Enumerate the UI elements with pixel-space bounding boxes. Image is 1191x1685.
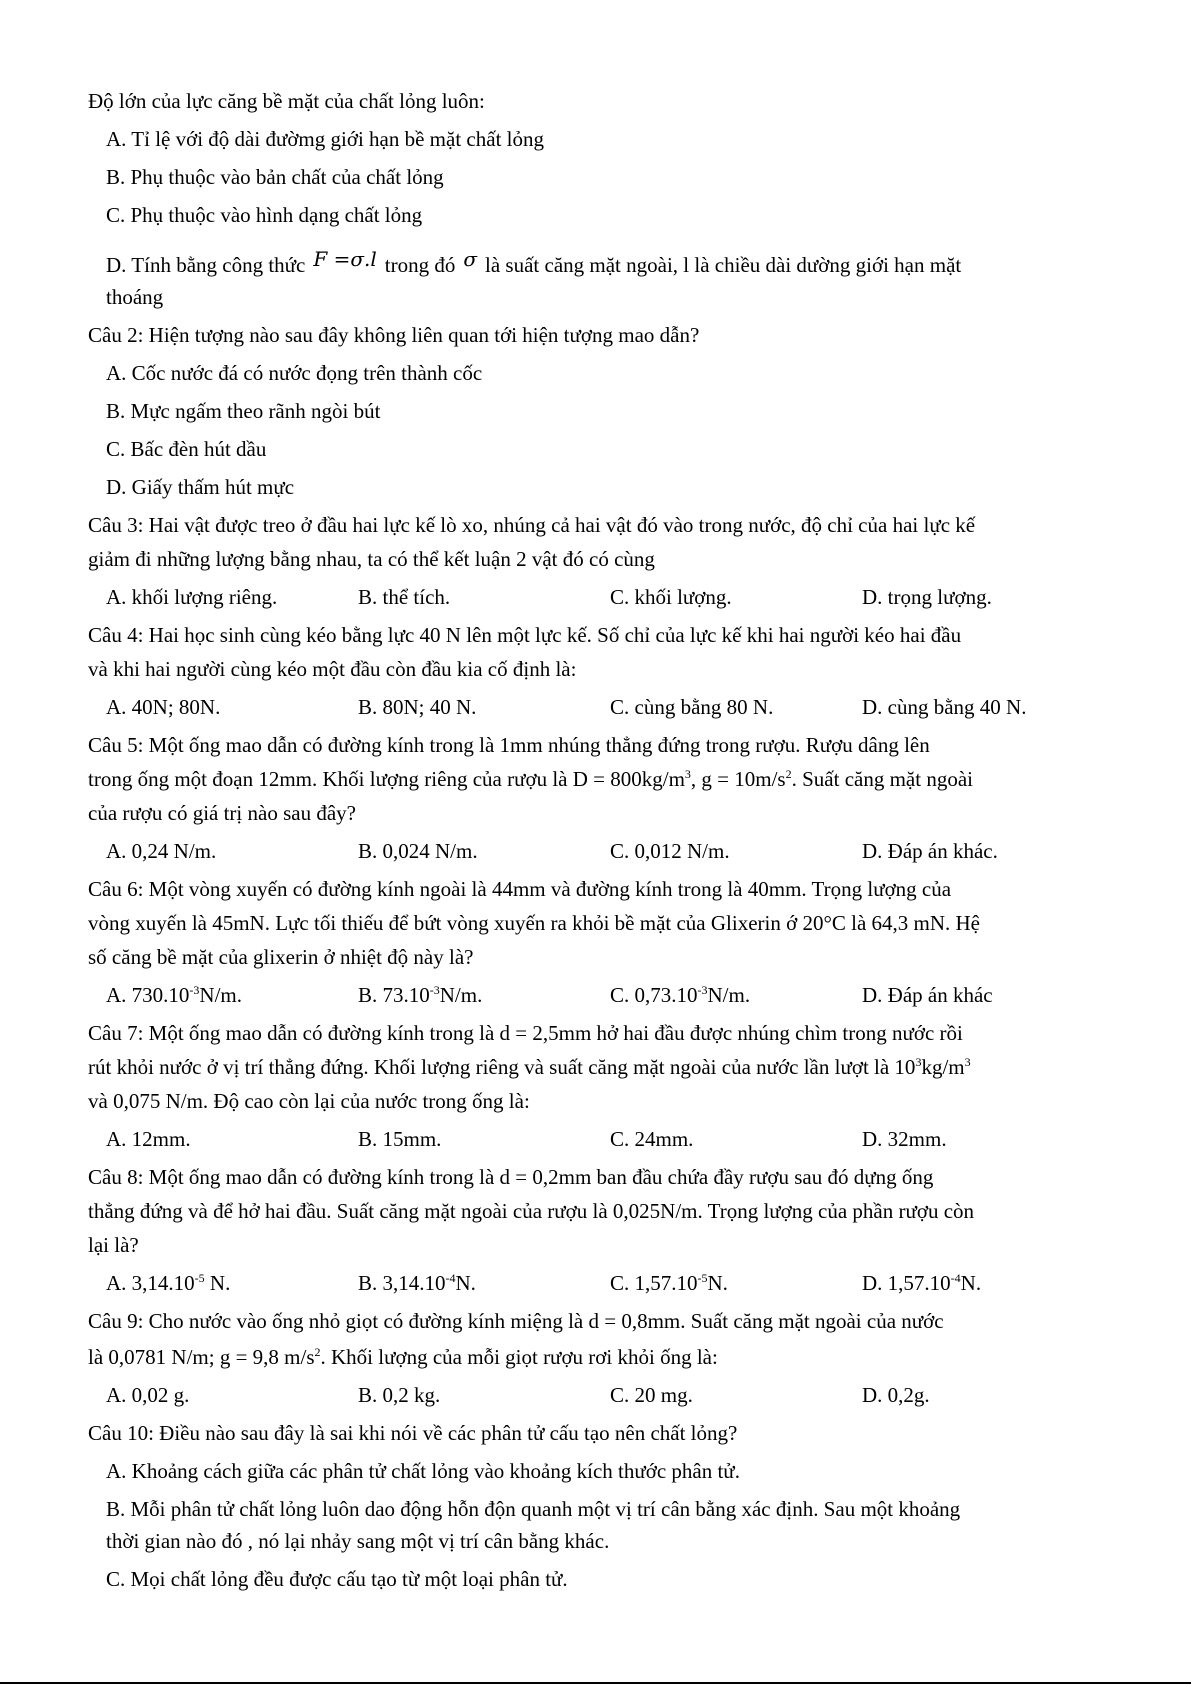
- question-4-stem-line-1: Câu 4: Hai học sinh cùng kéo bằng lực 40 N lên một lực kế. Số chỉ của lực kế khi hai người kéo hai đầu: [88, 623, 962, 647]
- question-10-option-a: A. Khoảng cách giữa các phân tử chất lỏng vào khoảng kích thước phân tử.: [106, 1459, 740, 1483]
- question-9-option-b: B. 0,2 kg.: [358, 1383, 441, 1407]
- question-9-stem-text-a: là 0,0781 N/m; g = 9,8 m/s: [88, 1345, 315, 1369]
- question-7-option-a: A. 12mm.: [106, 1127, 191, 1151]
- question-3-option-b: B. thể tích.: [358, 585, 451, 609]
- question-1-option-c: C. Phụ thuộc vào hình dạng chất lỏng: [106, 203, 423, 227]
- surface-tension-formula: F =σ.l: [313, 247, 377, 271]
- question-1-stem: Độ lớn của lực căng bề mặt của chất lỏng luôn:: [88, 89, 485, 113]
- option-unit: N.: [960, 1271, 982, 1295]
- option-text: A. 3,14.10: [106, 1271, 195, 1295]
- superscript: -4: [445, 1271, 456, 1285]
- question-9-option-c: C. 20 mg.: [610, 1383, 693, 1407]
- question-7-option-c: C. 24mm.: [610, 1127, 694, 1151]
- question-2-option-d: D. Giấy thấm hút mực: [106, 475, 295, 499]
- question-1-option-d: [88, 240, 1108, 284]
- question-8-option-c: [610, 1264, 862, 1302]
- question-5-options: [88, 832, 1108, 870]
- option-unit: N.: [204, 1271, 231, 1295]
- question-9-stem-text-b: . Khối lượng của mỗi giọt rượu rơi khỏi ống là:: [320, 1345, 718, 1369]
- option-d-text-post: là suất căng mặt ngoài, l là chiều dài dường giới hạn mặt: [485, 253, 962, 277]
- question-5-stem-line-2: [88, 760, 1108, 798]
- superscript: 3: [684, 767, 691, 781]
- superscript: -3: [697, 983, 708, 997]
- superscript: -3: [189, 983, 200, 997]
- question-5-option-b: B. 0,024 N/m.: [358, 839, 478, 863]
- question-8-option-b: [358, 1264, 610, 1302]
- superscript: 2: [785, 767, 792, 781]
- option-text: C. 0,73.10: [610, 983, 698, 1007]
- question-9-stem-line-1: Câu 9: Cho nước vào ống nhỏ giọt có đường kính miệng là d = 0,8mm. Suất căng mặt ngoài của nước: [88, 1309, 944, 1333]
- superscript: -4: [950, 1271, 961, 1285]
- question-4-stem-line-2: và khi hai người cùng kéo một đầu còn đầu kia cố định là:: [88, 657, 577, 681]
- question-10-option-b-line-1: B. Mỗi phân tử chất lỏng luôn dao động hỗn độn quanh một vị trí cân bằng xác định. Sau một khoảng: [106, 1497, 961, 1521]
- question-9-stem-line-2: [88, 1338, 1108, 1376]
- question-7-option-d: D. 32mm.: [862, 1127, 947, 1151]
- option-text: B. 73.10: [358, 983, 430, 1007]
- option-unit: N/m.: [439, 983, 483, 1007]
- question-8-options: [88, 1264, 1108, 1302]
- question-9-option-a: A. 0,02 g.: [106, 1383, 190, 1407]
- question-8-stem-line-2: thẳng đứng và để hở hai đầu. Suất căng mặt ngoài của rượu là 0,025N/m. Trọng lượng của phần rượu còn: [88, 1199, 975, 1223]
- question-10-option-b-line-2: thời gian nào đó , nó lại nhảy sang một vị trí cân bằng khác.: [106, 1529, 610, 1553]
- superscript: 3: [915, 1055, 922, 1069]
- question-5-stem-line-1: Câu 5: Một ống mao dẫn có đường kính trong là 1mm nhúng thẳng đứng trong rượu. Rượu dâng lên: [88, 733, 930, 757]
- question-6-stem-line-3: số căng bề mặt của glixerin ở nhiệt độ này là?: [88, 945, 474, 969]
- question-5-stem-text-b: , g = 10m/s: [690, 767, 786, 791]
- question-7-stem-text-a: rút khỏi nước ở vị trí thẳng đứng. Khối lượng riêng và suất căng mặt ngoài của nước lần lượt là 10: [88, 1055, 916, 1079]
- question-3-option-c: C. khối lượng.: [610, 585, 732, 609]
- option-d-text-pre: D. Tính bằng công thức: [106, 253, 306, 277]
- question-4-option-d: D. cùng bằng 40 N.: [862, 695, 1027, 719]
- option-unit: N.: [707, 1271, 728, 1295]
- question-4-option-c: C. cùng bằng 80 N.: [610, 695, 774, 719]
- question-5-option-d: D. Đáp án khác.: [862, 839, 998, 863]
- superscript: 2: [314, 1345, 321, 1359]
- question-7-stem-line-2: [88, 1048, 1108, 1086]
- question-8-stem-line-1: Câu 8: Một ống mao dẫn có đường kính trong là d = 0,2mm ban đầu chứa đầy rượu sau đó dựng ống: [88, 1165, 934, 1189]
- sigma-symbol: σ: [463, 247, 478, 271]
- question-1-option-d-continued: thoáng: [106, 285, 164, 309]
- question-8-option-d: [862, 1264, 1102, 1302]
- question-1-option-b: B. Phụ thuộc vào bản chất của chất lỏng: [106, 165, 444, 189]
- question-6-option-b: [358, 976, 610, 1014]
- question-5-stem-text-a: trong ống một đoạn 12mm. Khối lượng riêng của rượu là D = 800kg/m: [88, 767, 685, 791]
- question-5-option-a: A. 0,24 N/m.: [106, 839, 217, 863]
- question-4-option-b: B. 80N; 40 N.: [358, 695, 477, 719]
- option-text: A. 730.10: [106, 983, 190, 1007]
- question-2-option-b: B. Mực ngấm theo rãnh ngòi bút: [106, 399, 381, 423]
- question-3-options: [88, 578, 1108, 616]
- question-4-options: [88, 688, 1108, 726]
- question-3-stem-line-1: Câu 3: Hai vật được treo ở đầu hai lực kế lò xo, nhúng cả hai vật đó vào trong nước, độ chỉ của hai lực kế: [88, 513, 976, 537]
- option-unit: N/m.: [199, 983, 243, 1007]
- question-8-stem-line-3: lại là?: [88, 1233, 139, 1257]
- question-5-stem-text-c: . Suất căng mặt ngoài: [791, 767, 973, 791]
- option-unit: N/m.: [707, 983, 751, 1007]
- option-text: B. 3,14.10: [358, 1271, 446, 1295]
- question-7-options: [88, 1120, 1108, 1158]
- question-2-option-a: A. Cốc nước đá có nước đọng trên thành cốc: [106, 361, 483, 385]
- question-7-stem-text-b: kg/m: [921, 1055, 965, 1079]
- superscript: -3: [429, 983, 440, 997]
- question-2-option-c: C. Bấc đèn hút dầu: [106, 437, 267, 461]
- question-3-option-a: A. khối lượng riêng.: [106, 585, 278, 609]
- question-5-stem-line-3: của rượu có giá trị nào sau đây?: [88, 801, 356, 825]
- question-3-option-d: D. trọng lượng.: [862, 585, 992, 609]
- question-6-option-d: D. Đáp án khác: [862, 983, 993, 1007]
- question-10-option-c: C. Mọi chất lỏng đều được cấu tạo từ một loại phân tử.: [106, 1567, 568, 1591]
- question-10-stem: Câu 10: Điều nào sau đây là sai khi nói về các phân tử cấu tạo nên chất lỏng?: [88, 1421, 738, 1445]
- question-6-option-c: [610, 976, 862, 1014]
- superscript: -5: [697, 1271, 708, 1285]
- question-2-stem: Câu 2: Hiện tượng nào sau đây không liên quan tới hiện tượng mao dẫn?: [88, 323, 700, 347]
- question-6-options: [88, 976, 1108, 1014]
- option-d-text-mid: trong đó: [384, 253, 456, 277]
- question-5-option-c: C. 0,012 N/m.: [610, 839, 730, 863]
- option-text: D. 1,57.10: [862, 1271, 951, 1295]
- question-3-stem-line-2: giảm đi những lượng bằng nhau, ta có thể kết luận 2 vật đó có cùng: [88, 547, 655, 571]
- option-unit: N.: [455, 1271, 476, 1295]
- option-text: C. 1,57.10: [610, 1271, 698, 1295]
- question-9-options: [88, 1376, 1108, 1414]
- question-9-option-d: D. 0,2g.: [862, 1383, 930, 1407]
- question-6-option-a: [106, 976, 358, 1014]
- question-7-stem-line-1: Câu 7: Một ống mao dẫn có đường kính trong là d = 2,5mm hở hai đầu được nhúng chìm trong nước rồi: [88, 1021, 963, 1045]
- superscript: -5: [194, 1271, 205, 1285]
- question-8-option-a: [106, 1264, 358, 1302]
- question-7-stem-line-3: và 0,075 N/m. Độ cao còn lại của nước trong ống là:: [88, 1089, 530, 1113]
- footer-rule: [0, 1682, 1191, 1684]
- document-page: [88, 82, 1108, 1598]
- question-6-stem-line-2: vòng xuyến là 45mN. Lực tối thiếu để bứt vòng xuyến ra khỏi bề mặt của Glixerin ớ 20°C là 64,3 mN. Hệ: [88, 911, 981, 935]
- question-4-option-a: A. 40N; 80N.: [106, 695, 221, 719]
- superscript: 3: [964, 1055, 971, 1069]
- question-7-option-b: B. 15mm.: [358, 1127, 442, 1151]
- question-6-stem-line-1: Câu 6: Một vòng xuyến có đường kính ngoài là 44mm và đường kính trong là 40mm. Trọng lượng của: [88, 877, 952, 901]
- question-1-option-a: A. Tỉ lệ với độ dài đườmg giới hạn bề mặt chất lỏng: [106, 127, 544, 151]
